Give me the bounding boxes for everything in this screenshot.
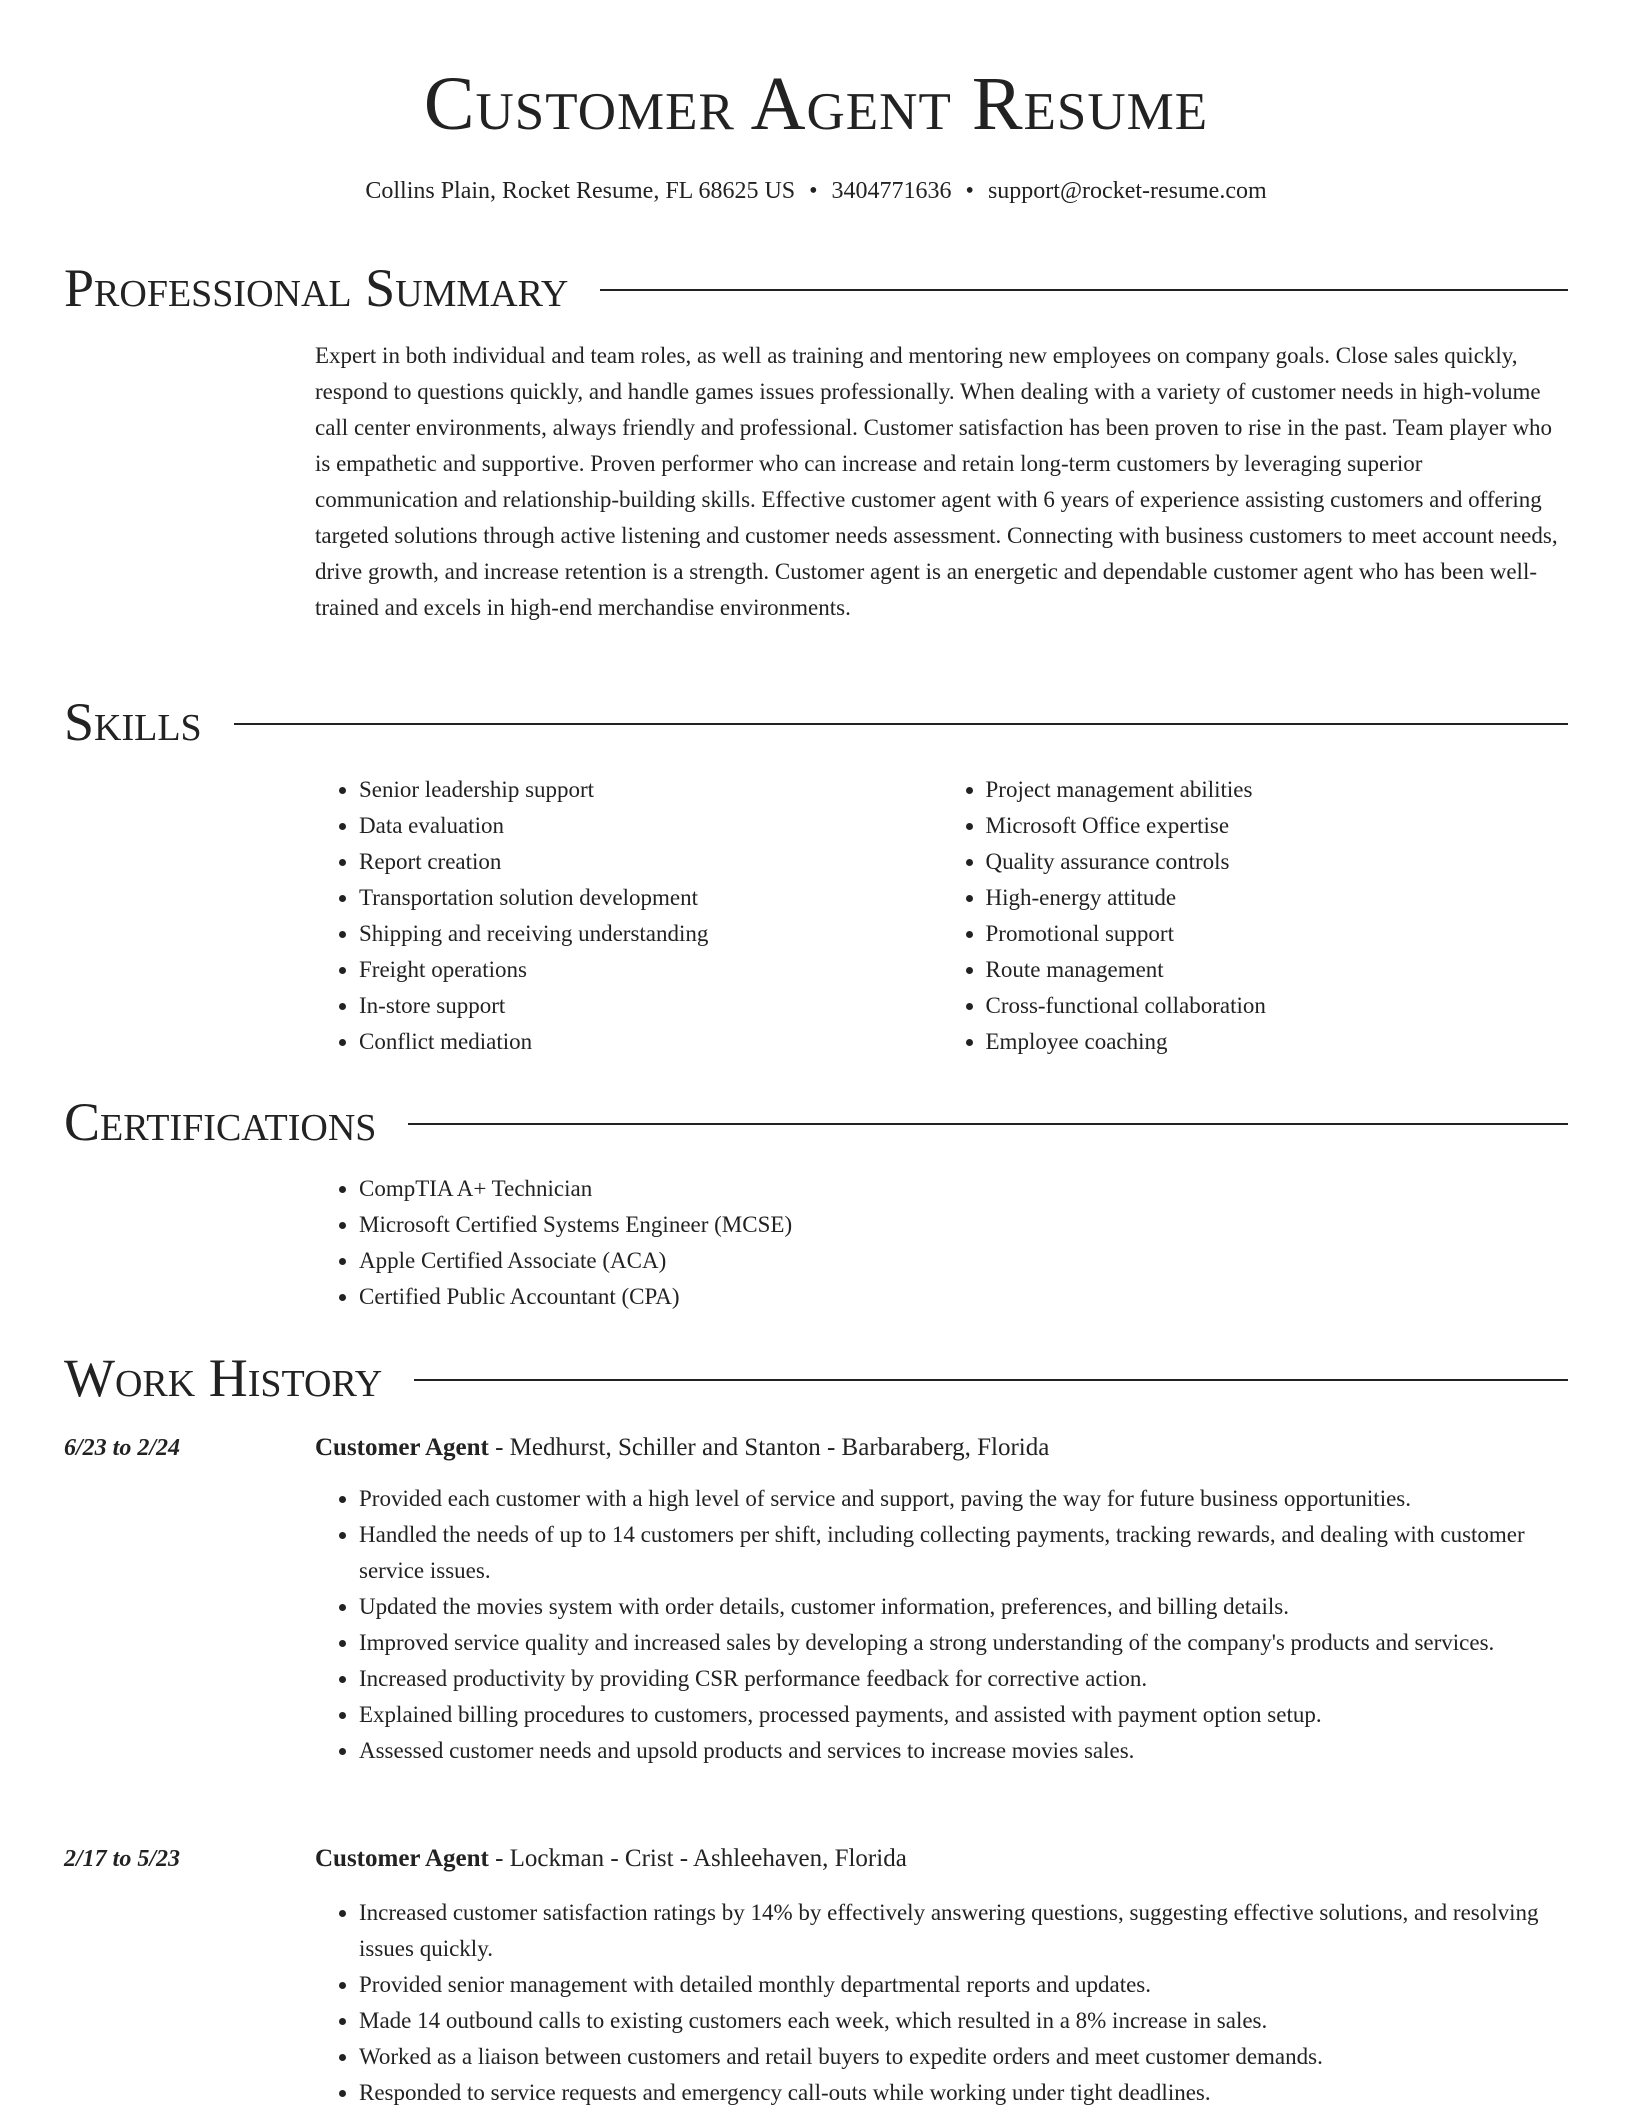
job-heading [315,1841,1568,1877]
section-divider [408,1123,1568,1125]
job-duty-item: • Assessed customer needs and upsold products and services to increase movies sales. [359,1733,1568,1769]
contact-phone: 3404771636 [831,178,952,204]
job-duties [315,1895,1568,2111]
skill-item: • Conflict mediation [359,1024,942,1060]
skills-columns [315,772,1568,1060]
job-duty-item: • Worked as a liaison between customers and retail buyers to expedite orders and meet customer demands. [359,2039,1568,2075]
skill-item: • Data evaluation [359,808,942,844]
skill-item: • Shipping and receiving understanding [359,916,942,952]
section-header-certifications [64,1090,1568,1154]
job-duty-item: • Increased customer satisfaction ratings by 14% by effectively answering questions, suggesting effective solutions, and resolving issues quickly. [359,1895,1568,1967]
skill-item: • Project management abilities [986,772,1569,808]
job-duty-item: • Provided senior management with detailed monthly departmental reports and updates. [359,1967,1568,2003]
section-title-summary: Professional Summary [64,258,569,318]
skill-item: • Quality assurance controls [986,844,1569,880]
contact-separator: • [809,178,818,204]
job-heading [315,1430,1568,1466]
certification-item: • Microsoft Certified Systems Engineer (MCSE) [359,1207,1568,1243]
section-title-skills: Skills [64,692,202,752]
skills-list-right [942,772,1569,1060]
skill-item: • Employee coaching [986,1024,1569,1060]
job-duty-item: • Increased productivity by providing CSR performance feedback for corrective action. [359,1661,1568,1697]
section-divider [234,723,1568,725]
skill-item: • Transportation solution development [359,880,942,916]
job-duties-list [315,1481,1568,1769]
job-duty-item: • Updated the movies system with order details, customer information, preferences, and billing details. [359,1589,1568,1625]
job-employer: - Lockman - Crist - Ashleehaven, Florida [488,1845,907,1872]
skills-list-left [315,772,942,1060]
certifications-list [315,1171,1568,1315]
summary-text: Expert in both individual and team roles, as well as training and mentoring new employees on company goals. Close sales quickly, respond to questions quickly, and handle games issues professionally. When dealing with a variety of customer needs in high-volume call center environments, always friendly and professional. Customer satisfaction has been proven to rise in the past. Team player who is empathetic and supportive. Proven performer who can increase and retain long-term customers by leveraging superior communication and relationship-building skills. Effective customer agent with 6 years of experience assisting customers and offering targeted solutions through active listening and customer needs assessment. Connecting with business customers to meet account needs, drive growth, and increase retention is a strength. Customer agent is an energetic and dependable customer agent who has been well-trained and excels in high-end merchandise environments. [315,343,1558,620]
job-duties [315,1481,1568,1769]
section-title-certifications: Certifications [64,1092,377,1152]
job-duty-item: • Explained billing procedures to customers, processed payments, and assisted with payment option setup. [359,1697,1568,1733]
job-dates: 2/17 to 5/23 [64,1846,181,1872]
skill-item: • Microsoft Office expertise [986,808,1569,844]
section-divider [414,1379,1568,1381]
job-duty-item: • Handled the needs of up to 14 customers per shift, including collecting payments, tracking rewards, and dealing with customer service issues. [359,1517,1568,1589]
skill-item: • Promotional support [986,916,1569,952]
certification-item: • Apple Certified Associate (ACA) [359,1243,1568,1279]
certification-item: • Certified Public Accountant (CPA) [359,1279,1568,1315]
job-duty-item: • Improved service quality and increased sales by developing a strong understanding of the company's products and services. [359,1625,1568,1661]
skill-item: • Freight operations [359,952,942,988]
contact-address: Collins Plain, Rocket Resume, FL 68625 US [365,178,796,204]
skill-item: • Senior leadership support [359,772,942,808]
skill-item: • In-store support [359,988,942,1024]
certifications-block [315,1171,1568,1315]
certification-item: • CompTIA A+ Technician [359,1171,1568,1207]
section-title-work-history: Work History [64,1348,383,1408]
section-divider [600,289,1568,291]
section-header-work-history [64,1346,1568,1410]
job-duty-item: • Responded to service requests and emergency call-outs while working under tight deadlines. [359,2075,1568,2111]
resume-title: Customer Agent Resume [423,62,1209,146]
job-duty-item: • Provided each customer with a high level of service and support, paving the way for future business opportunities. [359,1481,1568,1517]
contact-email: support@rocket-resume.com [987,178,1267,204]
section-header-skills [64,690,1568,754]
section-header-summary [64,256,1568,320]
skill-item: • Cross-functional collaboration [986,988,1569,1024]
job-dates: 6/23 to 2/24 [64,1435,181,1461]
job-duties-list [315,1895,1568,2111]
skill-item: • High-energy attitude [986,880,1569,916]
job-role: Customer Agent [315,1845,489,1872]
contact-line [0,176,1632,206]
job-duty-item: • Made 14 outbound calls to existing customers each week, which resulted in a 8% increase in sales. [359,2003,1568,2039]
contact-separator: • [965,178,974,204]
skill-item: • Route management [986,952,1569,988]
job-role: Customer Agent [315,1434,489,1461]
job-employer: - Medhurst, Schiller and Stanton - Barbaraberg, Florida [488,1434,1050,1461]
skill-item: • Report creation [359,844,942,880]
